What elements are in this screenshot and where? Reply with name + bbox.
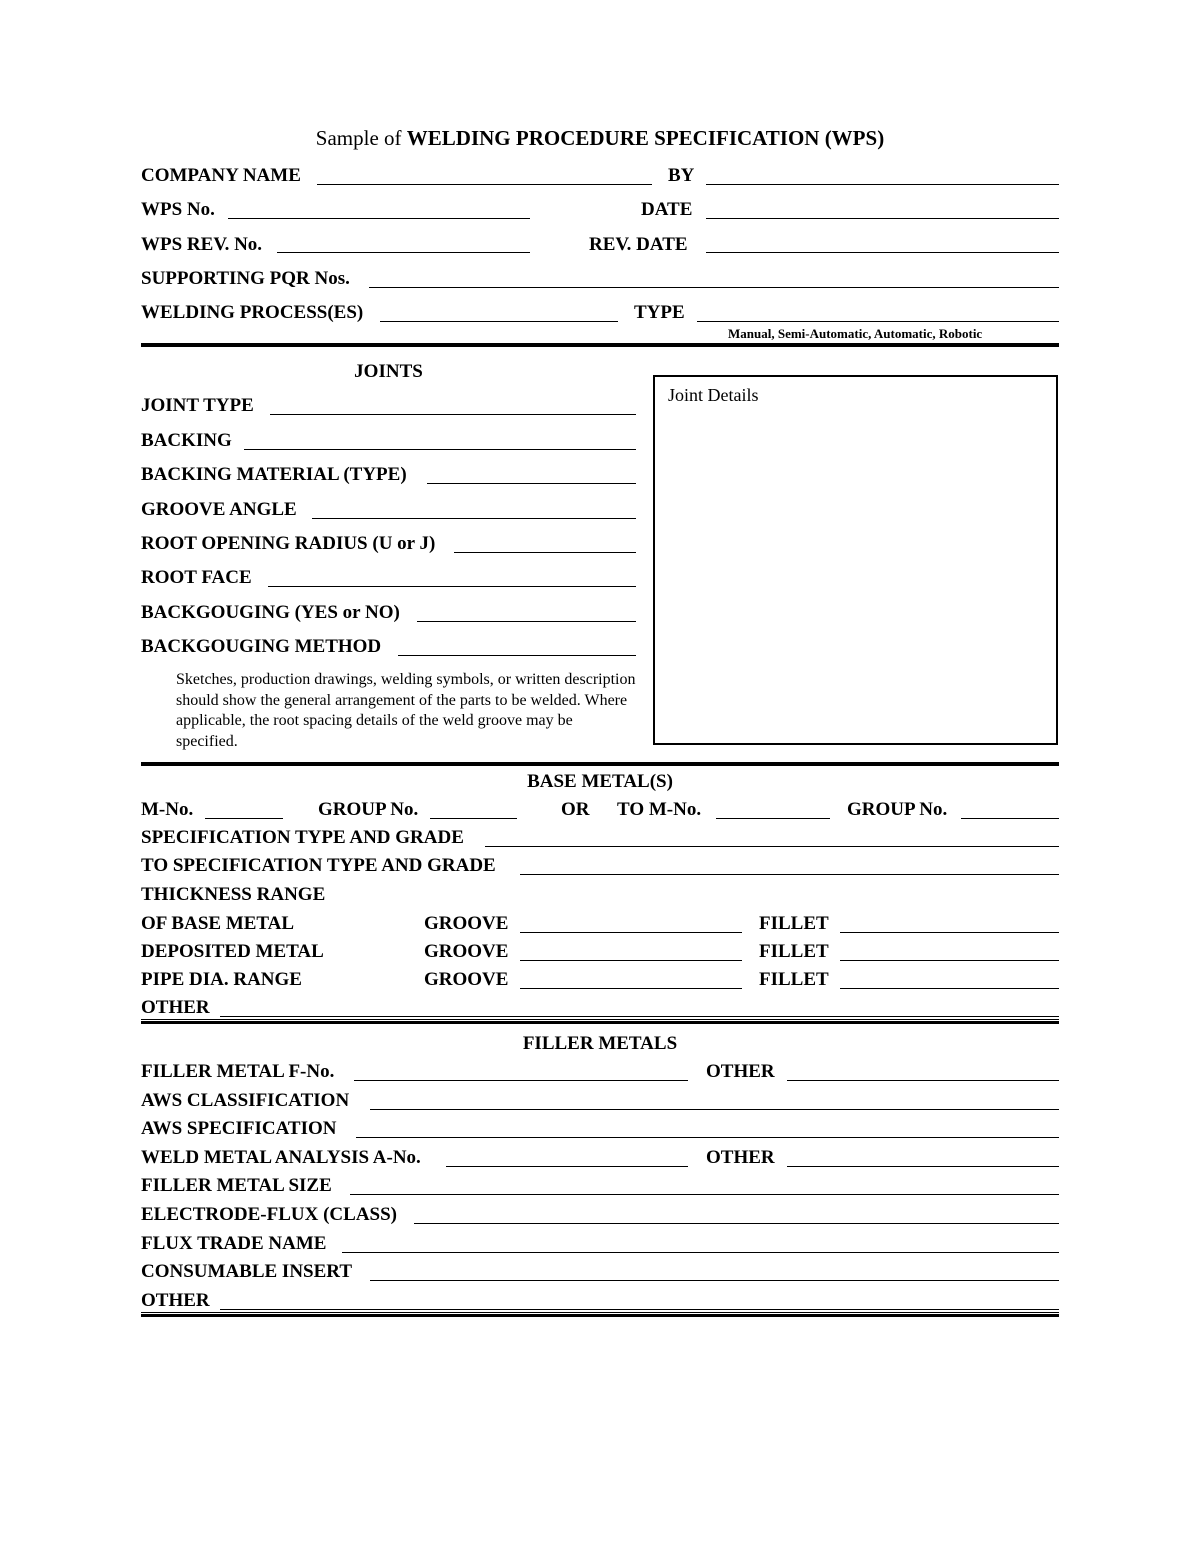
to-spec-type-grade-label: TO SPECIFICATION TYPE AND GRADE — [141, 855, 496, 876]
fillet-label: FILLET — [759, 941, 829, 962]
filler-final-other-label: OTHER — [141, 1290, 210, 1311]
consumable-insert-label: CONSUMABLE INSERT — [141, 1261, 353, 1282]
thickness-range-label: THICKNESS RANGE — [141, 884, 326, 905]
section-divider — [141, 1312, 1059, 1317]
electrode-flux-label: ELECTRODE-FLUX (CLASS) — [141, 1204, 398, 1225]
backing-material-label: BACKING MATERIAL (TYPE) — [141, 464, 407, 485]
section-divider — [141, 343, 1059, 347]
date-label: DATE — [641, 199, 693, 220]
pipe-fillet-field[interactable] — [840, 988, 1059, 989]
section-divider — [141, 1019, 1059, 1024]
filler-other-field[interactable] — [787, 1080, 1059, 1081]
backing-field[interactable] — [244, 449, 636, 450]
joint-note: Sketches, production drawings, welding symbols, or written description should show the general arrangement of the parts to be welded. Where applicable, the root spacing details of the weld groove may be specified. — [176, 671, 636, 750]
base-other-field[interactable] — [220, 1016, 1059, 1017]
fillet-label: FILLET — [759, 969, 829, 990]
wps-rev-no-label: WPS REV. No. — [141, 234, 263, 255]
group-no-2-label: GROUP No. — [847, 799, 948, 820]
page-title — [0, 126, 1200, 151]
base-metal-heading: BASE METAL(S) — [527, 771, 673, 792]
supporting-pqr-label: SUPPORTING PQR Nos. — [141, 268, 350, 289]
wps-rev-no-field[interactable] — [277, 252, 530, 253]
filler-other-label: OTHER — [706, 1147, 775, 1168]
deposited-fillet-field[interactable] — [840, 960, 1059, 961]
backgouging-method-field[interactable] — [398, 655, 636, 656]
aws-specification-label: AWS SPECIFICATION — [141, 1118, 337, 1139]
joint-details-box[interactable] — [653, 375, 1058, 745]
backgouging-label: BACKGOUGING (YES or NO) — [141, 602, 400, 623]
groove-angle-label: GROOVE ANGLE — [141, 499, 297, 520]
base-fillet-field[interactable] — [840, 932, 1059, 933]
fillet-label: FILLET — [759, 913, 829, 934]
by-label: BY — [668, 165, 695, 186]
pipe-dia-range-label: PIPE DIA. RANGE — [141, 969, 302, 990]
backgouging-method-label: BACKGOUGING METHOD — [141, 636, 382, 657]
m-no-field[interactable] — [205, 818, 283, 819]
aws-classification-label: AWS CLASSIFICATION — [141, 1090, 350, 1111]
groove-label: GROOVE — [424, 913, 509, 934]
filler-metal-size-label: FILLER METAL SIZE — [141, 1175, 332, 1196]
base-groove-field[interactable] — [520, 932, 742, 933]
f-no-label: FILLER METAL F-No. — [141, 1061, 335, 1082]
weld-metal-analysis-field[interactable] — [446, 1166, 688, 1167]
welding-process-label: WELDING PROCESS(ES) — [141, 302, 364, 323]
backing-label: BACKING — [141, 430, 232, 451]
filler-other-label: OTHER — [706, 1061, 775, 1082]
title-prefix: Sample of — [315, 126, 402, 150]
root-opening-field[interactable] — [454, 552, 636, 553]
root-face-field[interactable] — [268, 586, 636, 587]
rev-date-label: REV. DATE — [589, 234, 688, 255]
or-label: OR — [561, 799, 590, 820]
f-no-field[interactable] — [354, 1080, 688, 1081]
date-field[interactable] — [706, 218, 1059, 219]
aws-classification-field[interactable] — [370, 1109, 1059, 1110]
group-no-2-field[interactable] — [961, 818, 1059, 819]
filler-final-other-field[interactable] — [220, 1309, 1059, 1310]
type-label: TYPE — [634, 302, 685, 323]
spec-type-grade-label: SPECIFICATION TYPE AND GRADE — [141, 827, 464, 848]
groove-label: GROOVE — [424, 941, 509, 962]
weld-metal-analysis-label: WELD METAL ANALYSIS A-No. — [141, 1147, 421, 1168]
company-name-field[interactable] — [317, 184, 652, 185]
joints-heading: JOINTS — [354, 361, 423, 382]
groove-label: GROOVE — [424, 969, 509, 990]
group-no-field[interactable] — [430, 818, 517, 819]
wps-no-field[interactable] — [228, 218, 530, 219]
company-name-label: COMPANY NAME — [141, 165, 301, 186]
electrode-flux-field[interactable] — [414, 1223, 1059, 1224]
by-field[interactable] — [706, 184, 1059, 185]
wps-no-label: WPS No. — [141, 199, 215, 220]
title-main: WELDING PROCEDURE SPECIFICATION (WPS) — [406, 126, 885, 150]
filler-metal-size-field[interactable] — [350, 1194, 1059, 1195]
deposited-metal-label: DEPOSITED METAL — [141, 941, 324, 962]
to-m-no-field[interactable] — [716, 818, 830, 819]
backgouging-field[interactable] — [417, 621, 636, 622]
supporting-pqr-field[interactable] — [369, 287, 1059, 288]
welding-process-field[interactable] — [380, 321, 618, 322]
base-other-label: OTHER — [141, 997, 210, 1018]
type-hint: Manual, Semi-Automatic, Automatic, Robotic — [728, 326, 983, 341]
group-no-label: GROUP No. — [318, 799, 419, 820]
m-no-label: M-No. — [141, 799, 194, 820]
joint-type-field[interactable] — [270, 414, 636, 415]
joint-details-caption: Joint Details — [668, 385, 759, 405]
root-face-label: ROOT FACE — [141, 567, 252, 588]
consumable-insert-field[interactable] — [370, 1280, 1059, 1281]
to-m-no-label: TO M-No. — [617, 799, 702, 820]
root-opening-label: ROOT OPENING RADIUS (U or J) — [141, 533, 436, 554]
weld-other-field[interactable] — [787, 1166, 1059, 1167]
spec-type-grade-field[interactable] — [485, 846, 1059, 847]
of-base-metal-label: OF BASE METAL — [141, 913, 295, 934]
flux-trade-name-label: FLUX TRADE NAME — [141, 1233, 327, 1254]
backing-material-field[interactable] — [427, 483, 636, 484]
flux-trade-name-field[interactable] — [342, 1252, 1059, 1253]
rev-date-field[interactable] — [706, 252, 1059, 253]
groove-angle-field[interactable] — [312, 518, 636, 519]
pipe-groove-field[interactable] — [520, 988, 742, 989]
filler-metals-heading: FILLER METALS — [522, 1033, 678, 1054]
section-divider — [141, 762, 1059, 766]
deposited-groove-field[interactable] — [520, 960, 742, 961]
type-field[interactable] — [697, 321, 1059, 322]
joint-type-label: JOINT TYPE — [141, 395, 254, 416]
aws-specification-field[interactable] — [356, 1137, 1059, 1138]
to-spec-type-grade-field[interactable] — [520, 874, 1059, 875]
